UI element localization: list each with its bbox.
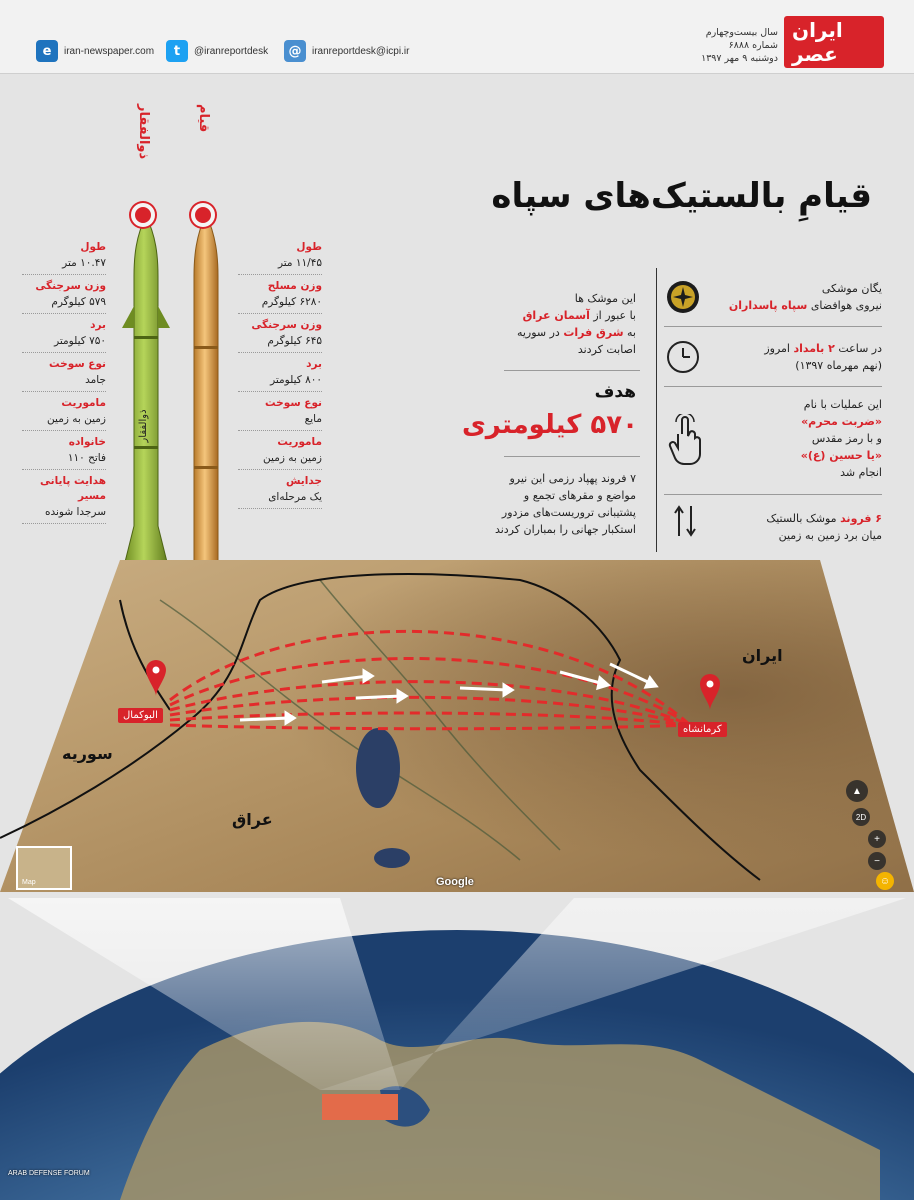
spec-label: وزن سرجنگی — [251, 319, 322, 331]
info-separator — [504, 456, 640, 457]
time-info — [682, 340, 882, 374]
zoom-in-button[interactable]: + — [868, 830, 886, 848]
spec-label: هدایت پایانی مسیر — [40, 475, 106, 502]
qiam-marker — [191, 203, 215, 227]
unit-info — [682, 280, 882, 314]
map-thumbnail-label: Map — [22, 879, 36, 886]
spec-value: یک مرحله‌ای — [268, 491, 322, 503]
twitter-icon: t — [166, 40, 188, 62]
route-line4: اصابت کردند — [577, 343, 636, 356]
spec-row — [22, 314, 106, 353]
spec-value: فاتح ۱۱۰ — [67, 452, 106, 464]
time-line1-b: ۲ بامداد — [793, 342, 835, 355]
spec-row — [22, 392, 106, 431]
spec-value: ۵۷۹ کیلوگرم — [51, 296, 106, 308]
route-line3 — [476, 324, 636, 341]
route-line3-a: به — [623, 326, 636, 339]
time-line2: (نهم مهرماه ۱۳۹۷) — [795, 359, 882, 372]
spec-label: نوع سوخت — [49, 358, 106, 370]
spec-row — [22, 431, 106, 470]
pegman-icon[interactable]: ☺ — [876, 872, 894, 890]
operation-name: «ضربت محرم» — [801, 415, 882, 428]
spec-label: نوع سوخت — [265, 397, 322, 409]
info-separator — [664, 494, 882, 495]
google-attribution: Google — [436, 876, 474, 888]
qiam-missile — [180, 196, 232, 580]
zolfaghar-missile — [116, 196, 176, 580]
unit-line2-b: سپاه پاسداران — [728, 299, 808, 312]
spec-label: خانواده — [68, 436, 106, 448]
email-text: iranreportdesk@icpi.ir — [312, 45, 410, 57]
header-bar — [0, 0, 914, 74]
map-label-iran: ایران — [742, 646, 783, 665]
route-line1: این موشک ها — [574, 292, 636, 305]
result-line4: استکبار جهانی را بمباران کردند — [494, 523, 636, 536]
city-label-kermanshah: کرمانشاه — [678, 722, 727, 737]
spec-label: وزن سرجنگی — [35, 280, 106, 292]
spec-label: وزن مسلح — [267, 280, 322, 292]
result-text — [446, 470, 636, 538]
spec-label: ماموریت — [61, 397, 106, 409]
spec-label: جدایش — [285, 475, 322, 487]
website-contact[interactable] — [36, 40, 154, 62]
target-label: هدف — [594, 382, 636, 402]
masthead — [701, 26, 778, 65]
spec-value: ۸۰۰ کیلومتر — [270, 374, 322, 386]
masthead-date: دوشنبه ۹ مهر ۱۳۹۷ — [701, 53, 778, 64]
count-info — [682, 510, 882, 544]
info-divider — [656, 268, 657, 552]
count-line1 — [682, 510, 882, 527]
missile-name-zolfaghar: ذوالفقار — [136, 104, 151, 160]
unit-line2 — [682, 297, 882, 314]
city-label-albukamal: البوکمال — [118, 708, 163, 723]
operation-code: «یا حسین (ع)» — [800, 449, 882, 462]
spec-label: برد — [306, 358, 322, 370]
zoom-out-button[interactable]: − — [868, 852, 886, 870]
zolfaghar-marker — [131, 203, 155, 227]
count-line1-b: موشک بالستیک — [766, 512, 841, 525]
result-line2: مواضع و مقرهای تجمع و — [523, 489, 636, 502]
route-text — [476, 290, 636, 358]
time-line1-c: امروز — [764, 342, 794, 355]
spec-label: طول — [296, 241, 322, 253]
spec-label: ماموریت — [277, 436, 322, 448]
spec-row — [238, 470, 322, 509]
globe-view — [0, 890, 914, 1200]
info-separator — [664, 386, 882, 387]
count-line2: میان برد زمین به زمین — [778, 529, 882, 542]
website-text: iran-newspaper.com — [64, 45, 155, 57]
logo-text: ایران عصر — [784, 16, 884, 68]
spec-value: ۱۱/۴۵ متر — [277, 257, 322, 269]
spec-row — [238, 314, 322, 353]
spec-value: جامد — [85, 374, 106, 386]
twitter-contact[interactable] — [166, 40, 268, 62]
route-line3-c: در سوریه — [516, 326, 564, 339]
route-line3-b: شرق فرات — [563, 326, 624, 339]
missile-name-qiam: قیام — [196, 104, 211, 133]
operation-info — [682, 396, 882, 481]
operation-line1: این عملیات با نام — [803, 398, 882, 411]
map-thumbnail[interactable] — [16, 846, 72, 890]
spec-row — [238, 431, 322, 470]
target-distance: ۵۷۰ کیلومتری — [461, 410, 638, 440]
result-line3: پشتیبانی تروریست‌های مزدور — [501, 506, 636, 519]
unit-line1: یگان موشکی — [821, 282, 882, 295]
masthead-issue: شماره ۶۸۸۸ — [728, 40, 778, 51]
newspaper-logo — [784, 18, 884, 66]
map-label-syria: سوریه — [62, 744, 113, 763]
time-line1-a: در ساعت — [834, 342, 882, 355]
qiam-specs — [238, 236, 322, 509]
spec-value: زمین به زمین — [263, 452, 322, 464]
masthead-year: سال بیست‌وچهارم — [705, 27, 778, 38]
satellite-map — [0, 560, 914, 900]
email-icon: @ — [284, 40, 306, 62]
page-title: قیامِ بالستیک‌های سپاه — [491, 176, 872, 216]
spec-row — [22, 353, 106, 392]
spec-row — [22, 275, 106, 314]
spec-row — [238, 275, 322, 314]
operation-line5: انجام شد — [840, 466, 882, 479]
web-icon: e — [36, 40, 58, 62]
route-line2-a: با عبور از — [589, 309, 636, 322]
spec-row — [22, 236, 106, 275]
forum-watermark: ARAB DEFENSE FORUM — [8, 1170, 90, 1177]
view-2d-button[interactable]: 2D — [852, 808, 870, 826]
count-line1-a: ۶ فروند — [840, 512, 882, 525]
map-label-iraq: عراق — [232, 810, 273, 829]
info-separator — [664, 326, 882, 327]
spec-label: برد — [90, 319, 106, 331]
spec-value: ۶۲۸۰ کیلوگرم — [261, 296, 322, 308]
spec-label: طول — [80, 241, 106, 253]
spec-row — [238, 236, 322, 275]
unit-line2-a: نیروی هوافضای — [807, 299, 882, 312]
route-line2-b: آسمان عراق — [522, 309, 590, 322]
spec-value: ۷۵۰ کیلومتر — [54, 335, 106, 347]
twitter-text: @iranreportdesk — [194, 45, 269, 57]
spec-row — [238, 353, 322, 392]
spec-row — [238, 392, 322, 431]
operation-line3: و با رمز مقدس — [811, 432, 882, 445]
result-line1: ۷ فروند پهپاد رزمی این نیرو — [509, 472, 636, 485]
spec-value: سرجدا شونده — [44, 506, 106, 518]
compass-icon[interactable]: ▲ — [846, 780, 868, 802]
info-separator — [504, 370, 640, 371]
email-contact[interactable] — [284, 40, 409, 62]
spec-value: مایع — [304, 413, 322, 425]
spec-row — [22, 470, 106, 524]
time-line1 — [682, 340, 882, 357]
spec-value: ۱۰.۴۷ متر — [62, 257, 106, 269]
spec-value: ۶۴۵ کیلوگرم — [267, 335, 322, 347]
route-line2 — [476, 307, 636, 324]
zolfaghar-specs — [22, 236, 106, 524]
svg-text:ذوالفقار: ذوالفقار — [138, 409, 149, 443]
spec-value: زمین به زمین — [47, 413, 106, 425]
